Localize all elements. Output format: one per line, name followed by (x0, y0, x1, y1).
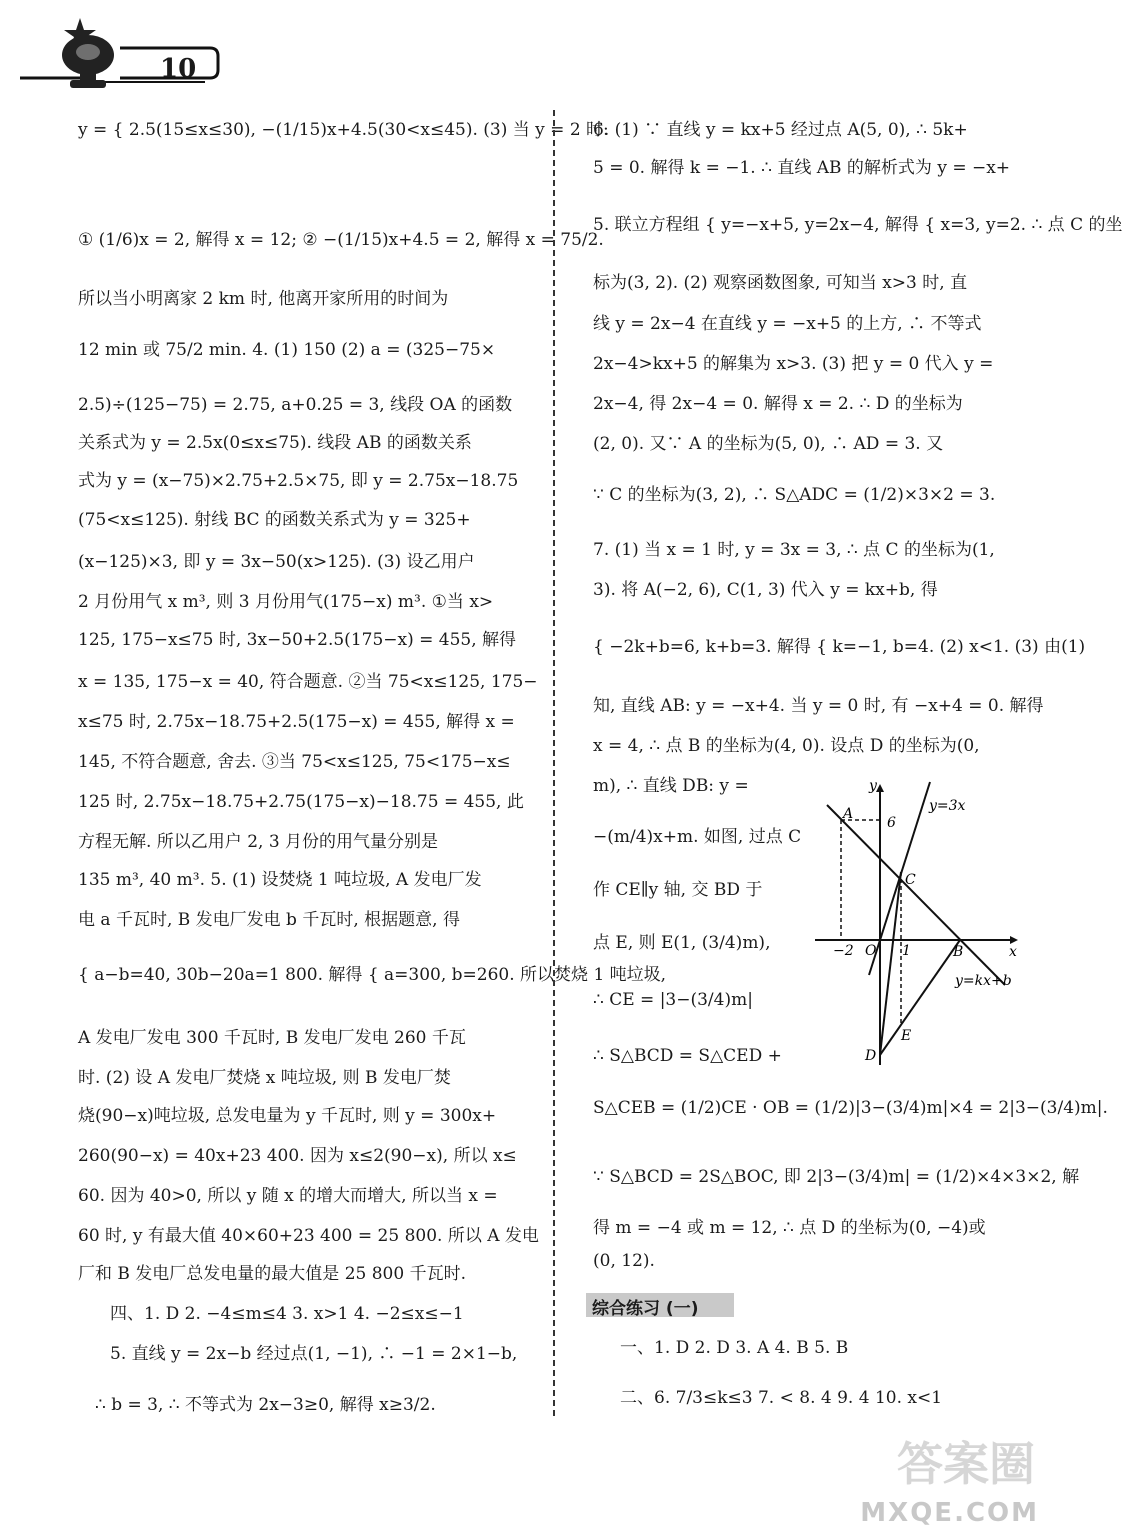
text-line: x≤75 时, 2.75x−18.75+2.5(175−x) = 455, 解得 x = (78, 712, 515, 732)
text-line: 方程无解. 所以乙用户 2, 3 月份的用气量分别是 (78, 832, 439, 852)
point-label: B (953, 944, 964, 960)
text-line: −(m/4)x+m. 如图, 过点 C (593, 827, 802, 847)
text-line: (2, 0). 又∵ A 的坐标为(5, 0), ∴ AD = 3. 又 (593, 434, 944, 454)
watermark-logo: 答案圈 (897, 1437, 1035, 1491)
line-label-3x: y=3x (929, 798, 966, 814)
text-line: x = 135, 175−x = 40, 符合题意. ②当 75<x≤125, 175− (78, 672, 538, 692)
text-line: 线 y = 2x−4 在直线 y = −x+5 的上方, ∴ 不等式 (593, 314, 982, 334)
text-line: 60. 因为 40>0, 所以 y 随 x 的增大而增大, 所以当 x = (78, 1186, 498, 1206)
text-line: 2.5)÷(125−75) = 2.75, a+0.25 = 3, 线段 OA 的函数 (78, 395, 513, 415)
tick-label: 1 (902, 943, 911, 959)
text-line: 12 min 或 75/2 min. 4. (1) 150 (2) a = (325−75× (78, 340, 496, 360)
text-line: 60 时, y 有最大值 40×60+23 400 = 25 800. 所以 A 发电 (78, 1226, 539, 1246)
text-line: 2x−4>kx+5 的解集为 x>3. (3) 把 y = 0 代入 y = (593, 354, 994, 374)
point-label: A (843, 806, 854, 822)
text-line: ∵ C 的坐标为(3, 2), ∴ S△ADC = (1/2)×3×2 = 3. (593, 485, 996, 505)
section-title: 综合练习 (一) (592, 1299, 699, 1319)
text-line: 2 月份用气 x m³, 则 3 月份用气(175−x) m³. ①当 x> (78, 592, 494, 612)
text-line: 5 = 0. 解得 k = −1. ∴ 直线 AB 的解析式为 y = −x+ (593, 158, 1011, 178)
text-line: A 发电厂发电 300 千瓦时, B 发电厂发电 260 千瓦 (78, 1028, 466, 1048)
text-line: 作 CE∥y 轴, 交 BD 于 (593, 880, 763, 900)
text-line: 135 m³, 40 m³. 5. (1) 设焚烧 1 吨垃圾, A 发电厂发 (78, 870, 482, 890)
origin-label: O (865, 943, 877, 959)
page-number: 10 (160, 54, 197, 84)
text-line: 5. 联立方程组 { y=−x+5, y=2x−4, 解得 { x=3, y=2. ∴ 点 C 的坐 (593, 215, 1123, 235)
text-line: 125, 175−x≤75 时, 3x−50+2.5(175−x) = 455, 解得 (78, 630, 517, 650)
text-line: 3). 将 A(−2, 6), C(1, 3) 代入 y = kx+b, 得 (593, 580, 938, 600)
tick-label: −2 (833, 943, 854, 959)
text-line: 7. (1) 当 x = 1 时, y = 3x = 3, ∴ 点 C 的坐标为(1, (593, 540, 995, 560)
point-label: E (901, 1028, 912, 1044)
tick-label: 6 (887, 815, 896, 831)
text-line: 所以当小明离家 2 km 时, 他离开家所用的时间为 (78, 289, 449, 309)
text-line: 260(90−x) = 40x+23 400. 因为 x≤2(90−x), 所以 x≤ (78, 1146, 517, 1166)
text-line: 时. (2) 设 A 发电厂焚烧 x 吨垃圾, 则 B 发电厂焚 (78, 1068, 451, 1088)
text-line: 标为(3, 2). (2) 观察函数图象, 可知当 x>3 时, 直 (593, 273, 968, 293)
text-line: 关系式为 y = 2.5x(0≤x≤75). 线段 AB 的函数关系 (78, 433, 472, 453)
coordinate-graph (805, 770, 1025, 1070)
text-line: ∴ CE = |3−(3/4)m| (593, 990, 753, 1010)
text-line: 式为 y = (x−75)×2.75+2.5×75, 即 y = 2.75x−18.75 (78, 471, 519, 491)
text-line: y = { 2.5(15≤x≤30), −(1/15)x+4.5(30<x≤45). (3) 当 y = 2 时: (78, 120, 609, 140)
text-line: 电 a 千瓦时, B 发电厂发电 b 千瓦时, 根据题意, 得 (78, 910, 460, 930)
text-line: ∵ S△BCD = 2S△BOC, 即 2|3−(3/4)m| = (1/2)×4×3×2, 解 (593, 1167, 1080, 1187)
text-line: 5. 直线 y = 2x−b 经过点(1, −1), ∴ −1 = 2×1−b, (110, 1344, 518, 1364)
text-line: 得 m = −4 或 m = 12, ∴ 点 D 的坐标为(0, −4)或 (593, 1218, 986, 1238)
text-line: (75<x≤125). 射线 BC 的函数关系式为 y = 325+ (78, 510, 471, 530)
point-label: D (865, 1048, 877, 1064)
line-label-kxb: y=kx+b (955, 973, 1012, 989)
text-line: 125 时, 2.75x−18.75+2.75(175−x)−18.75 = 455, 此 (78, 792, 524, 812)
text-line: 四、1. D 2. −4≤m≤4 3. x>1 4. −2≤x≤−1 (110, 1304, 464, 1324)
text-line: 一、1. D 2. D 3. A 4. B 5. B (620, 1338, 849, 1358)
text-line: 厂和 B 发电厂总发电量的最大值是 25 800 千瓦时. (78, 1264, 466, 1284)
text-line: { −2k+b=6, k+b=3. 解得 { k=−1, b=4. (2) x<1. (3) 由(1) (593, 637, 1086, 657)
point-label: C (905, 872, 916, 888)
text-line: m), ∴ 直线 DB: y = (593, 776, 749, 796)
text-line: S△CEB = (1/2)CE · OB = (1/2)|3−(3/4)m|×4 = 2|3−(3/4)m|. (593, 1098, 1108, 1118)
text-line: 145, 不符合题意, 舍去. ③当 75<x≤125, 75<175−x≤ (78, 752, 511, 772)
text-line: { a−b=40, 30b−20a=1 800. 解得 { a=300, b=260. 所以焚烧 1 吨垃圾, (78, 965, 667, 985)
text-line: (x−125)×3, 即 y = 3x−50(x>125). (3) 设乙用户 (78, 552, 475, 572)
text-line: 点 E, 则 E(1, (3/4)m), (593, 933, 771, 953)
x-axis-label: x (1009, 944, 1017, 960)
watermark-url: MXQE.COM (860, 1498, 1039, 1528)
text-line: ∴ b = 3, ∴ 不等式为 2x−3≥0, 解得 x≥3/2. (95, 1395, 436, 1415)
text-line: ∴ S△BCD = S△CED + (593, 1046, 782, 1066)
text-line: 知, 直线 AB: y = −x+4. 当 y = 0 时, 有 −x+4 = 0. 解得 (593, 696, 1044, 716)
text-line: 6. (1) ∵ 直线 y = kx+5 经过点 A(5, 0), ∴ 5k+ (593, 120, 968, 140)
text-line: x = 4, ∴ 点 B 的坐标为(4, 0). 设点 D 的坐标为(0, (593, 736, 980, 756)
text-line: 二、6. 7/3≤k≤3 7. < 8. 4 9. 4 10. x<1 (620, 1388, 943, 1408)
column-divider (553, 110, 555, 1420)
text-line: ① (1/6)x = 2, 解得 x = 12; ② −(1/15)x+4.5 = 2, 解得 x = 75/2. (78, 230, 604, 250)
page-header-ornament (0, 0, 260, 100)
text-line: (0, 12). (593, 1251, 655, 1271)
y-axis-label: y (869, 778, 877, 794)
text-line: 烧(90−x)吨垃圾, 总发电量为 y 千瓦时, 则 y = 300x+ (78, 1106, 497, 1126)
text-line: 2x−4, 得 2x−4 = 0. 解得 x = 2. ∴ D 的坐标为 (593, 394, 963, 414)
